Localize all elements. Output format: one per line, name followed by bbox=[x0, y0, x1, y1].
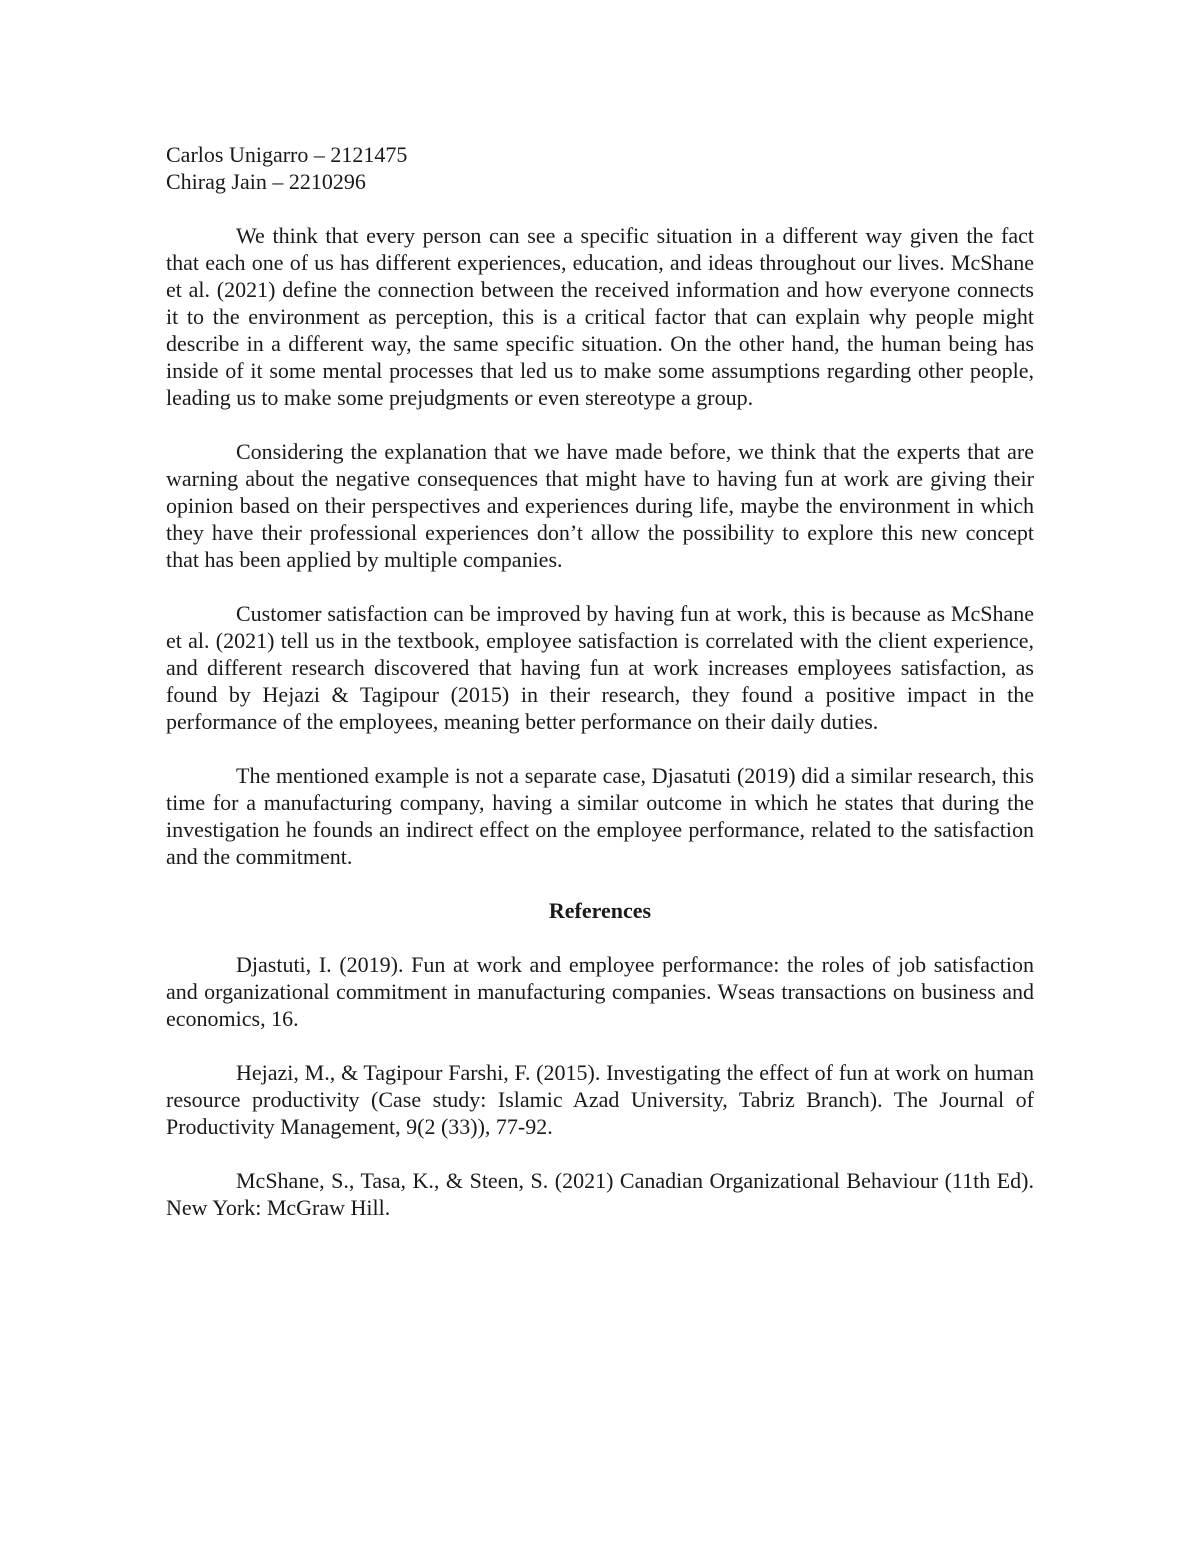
reference-entry: Djastuti, I. (2019). Fun at work and employee performance: the roles of job satisfaction and organizational commitment in manufacturing companies. Wseas transactions on business and economics, 16. bbox=[166, 952, 1034, 1031]
body-paragraph: We think that every person can see a specific situation in a different way given the fact that each one of us has different experiences, education, and ideas throughout our lives. McShane et al. (2021) define the connection between the received information and how everyone connects it to the environment as perception, this is a critical factor that can explain why people might describe in a different way, the same specific situation. On the other hand, the human being has inside of it some mental processes that led us to make some assumptions regarding other people, leading us to make some prejudgments or even stereotype a group. bbox=[166, 223, 1034, 410]
author-line: Chirag Jain – 2210296 bbox=[166, 169, 366, 194]
reference-entry: McShane, S., Tasa, K., & Steen, S. (2021) Canadian Organizational Behaviour (11th Ed). New York: McGraw Hill. bbox=[166, 1168, 1034, 1220]
body-paragraph: Considering the explanation that we have made before, we think that the experts that are warning about the negative consequences that might have to having fun at work are giving their opinion based on their perspectives and experiences during life, maybe the environment in which they have their professional experiences don’t allow the possibility to explore this new concept that has been applied by multiple companies. bbox=[166, 439, 1034, 572]
references-heading: References bbox=[548, 898, 652, 923]
references-list bbox=[166, 951, 1034, 1221]
author-block bbox=[166, 141, 1034, 195]
document-content bbox=[166, 141, 1034, 1248]
author-line: Carlos Unigarro – 2121475 bbox=[166, 142, 408, 167]
essay-body bbox=[166, 222, 1034, 870]
body-paragraph: Customer satisfaction can be improved by having fun at work, this is because as McShane et al. (2021) tell us in the textbook, employee satisfaction is correlated with the client experience, and different research discovered that having fun at work increases employees satisfaction, as found by Hejazi & Tagipour (2015) in their research, they found a positive impact in the performance of the employees, meaning better performance on their daily duties. bbox=[166, 601, 1034, 734]
reference-entry: Hejazi, M., & Tagipour Farshi, F. (2015). Investigating the effect of fun at work on human resource productivity (Case study: Islamic Azad University, Tabriz Branch). The Journal of Productivity Management, 9(2 (33)), 77-92. bbox=[166, 1060, 1034, 1139]
body-paragraph: The mentioned example is not a separate case, Djasatuti (2019) did a similar research, this time for a manufacturing company, having a similar outcome in which he states that during the investigation he founds an indirect effect on the employee performance, related to the satisfaction and the commitment. bbox=[166, 763, 1034, 869]
